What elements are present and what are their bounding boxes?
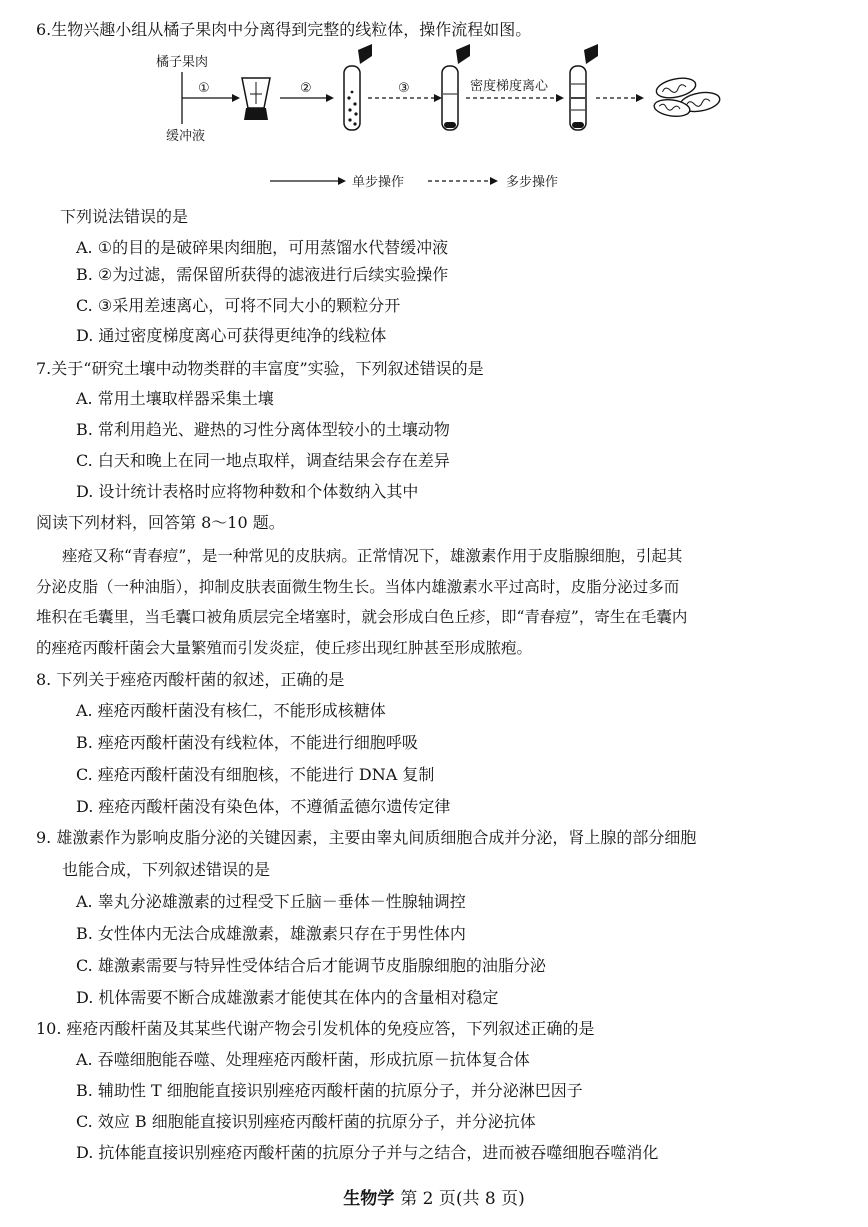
material-line-1: 痤疮又称“青春痘”，是一种常见的皮肤病。正常情况下，雄激素作用于皮脂腺细胞，引起其 — [62, 547, 683, 565]
material-line-2: 分泌皮脂（一种油脂），抑制皮肤表面微生物生长。当体内雄激素水平过高时，皮脂分泌过多而 — [36, 578, 680, 596]
question-9-option-d: D. 机体需要不断合成雄激素才能使其在体内的含量相对稳定 — [76, 988, 499, 1007]
question-10-stem: 10. 痤疮丙酸杆菌及其某些代谢产物会引发机体的免疫应答，下列叙述正确的是 — [36, 1019, 595, 1038]
question-10-option-b: B. 辅助性 T 细胞能直接识别痤疮丙酸杆菌的抗原分子，并分泌淋巴因子 — [76, 1081, 583, 1100]
question-8-option-d: D. 痤疮丙酸杆菌没有染色体，不遵循孟德尔遗传定律 — [76, 797, 451, 816]
question-9-option-b: B. 女性体内无法合成雄激素，雄激素只存在于男性体内 — [76, 924, 466, 943]
legend-multi-step: 多步操作 — [506, 175, 559, 190]
question-7-option-b: B. 常利用趋光、避热的习性分离体型较小的土壤动物 — [76, 420, 450, 439]
test-tube-3-icon — [570, 44, 598, 130]
test-tube-1-icon — [344, 44, 372, 130]
question-8-stem: 8. 下列关于痤疮丙酸杆菌的叙述，正确的是 — [36, 670, 345, 689]
question-9-stem-line-1: 9. 雄激素作为影响皮脂分泌的关键因素，主要由睾丸间质细胞合成并分泌，肾上腺的部分细胞 — [36, 828, 697, 847]
footer-page-number: 第 2 页(共 8 页) — [400, 1189, 525, 1209]
question-9-stem-line-2: 也能合成，下列叙述错误的是 — [62, 860, 271, 879]
procedure-diagram — [140, 42, 740, 202]
material-line-4: 的痤疮丙酸杆菌会大量繁殖而引发炎症，使丘疹出现红肿甚至形成脓疱。 — [36, 639, 533, 657]
label-buffer: 缓冲液 — [166, 129, 206, 144]
question-10-option-d: D. 抗体能直接识别痤疮丙酸杆菌的抗原分子并与之结合，进而被吞噬细胞吞噬消化 — [76, 1143, 659, 1162]
label-orange-pulp: 橘子果肉 — [156, 55, 209, 70]
legend-single-step: 单步操作 — [352, 175, 405, 190]
step-1-label: ① — [198, 81, 210, 96]
question-9-option-a: A. 睾丸分泌雄激素的过程受下丘脑－垂体－性腺轴调控 — [76, 892, 466, 911]
step-4-label: 密度梯度离心 — [470, 79, 549, 94]
question-10-option-a: A. 吞噬细胞能吞噬、处理痤疮丙酸杆菌，形成抗原－抗体复合体 — [76, 1050, 530, 1069]
question-6-prompt: 下列说法错误的是 — [60, 207, 189, 226]
test-tube-2-icon — [442, 44, 470, 130]
question-7-option-a: A. 常用土壤取样器采集土壤 — [76, 389, 274, 408]
question-7-option-d: D. 设计统计表格时应将物种数和个体数纳入其中 — [76, 482, 419, 501]
step-3-label: ③ — [398, 81, 410, 96]
question-6-option-b: B. ②为过滤，需保留所获得的滤液进行后续实验操作 — [76, 265, 449, 284]
question-7-option-c: C. 白天和晚上在同一地点取样，调查结果会存在差异 — [76, 451, 450, 470]
question-8-option-b: B. 痤疮丙酸杆菌没有线粒体，不能进行细胞呼吸 — [76, 733, 418, 752]
question-6-stem: 6.生物兴趣小组从橘子果肉中分离得到完整的线粒体，操作流程如图。 — [36, 20, 532, 39]
material-line-3: 堆积在毛囊里，当毛囊口被角质层完全堵塞时，就会形成白色丘疹，即“青春痘”，寄生在毛囊内 — [36, 608, 688, 626]
mitochondria-icon — [653, 75, 721, 118]
question-9-option-c: C. 雄激素需要与特异性受体结合后才能调节皮脂腺细胞的油脂分泌 — [76, 956, 546, 975]
step-2-label: ② — [300, 81, 312, 96]
page-footer — [0, 1184, 868, 1209]
question-6-option-c: C. ③采用差速离心，可将不同大小的颗粒分开 — [76, 296, 401, 315]
question-8-option-c: C. 痤疮丙酸杆菌没有细胞核，不能进行 DNA 复制 — [76, 765, 435, 784]
blender-icon — [242, 78, 270, 120]
question-6-option-a: A. ①的目的是破碎果肉细胞，可用蒸馏水代替缓冲液 — [76, 238, 449, 257]
question-8-option-a: A. 痤疮丙酸杆菌没有核仁，不能形成核糖体 — [76, 701, 386, 720]
footer-subject: 生物学 — [343, 1189, 395, 1209]
question-7-stem: 7.关于“研究土壤中动物类群的丰富度”实验，下列叙述错误的是 — [36, 359, 484, 378]
question-6-option-d: D. 通过密度梯度离心可获得更纯净的线粒体 — [76, 326, 387, 345]
question-10-option-c: C. 效应 B 细胞能直接识别痤疮丙酸杆菌的抗原分子，并分泌抗体 — [76, 1112, 536, 1131]
material-intro: 阅读下列材料，回答第 8～10 题。 — [36, 513, 285, 532]
